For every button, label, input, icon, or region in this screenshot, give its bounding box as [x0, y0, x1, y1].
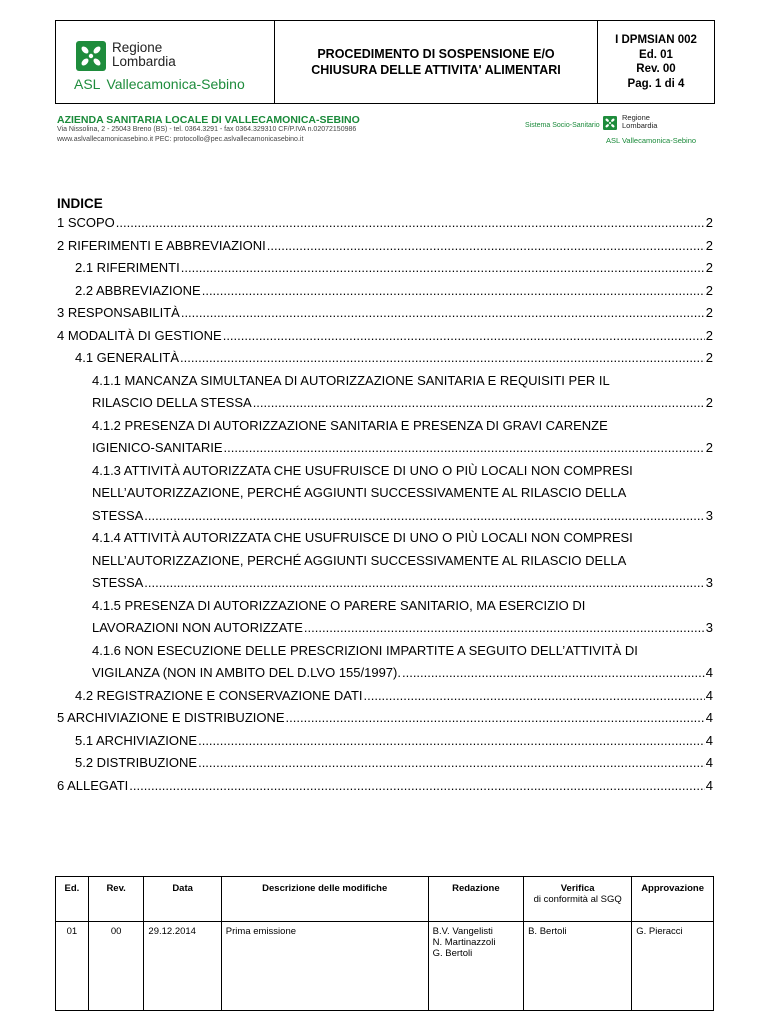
toc-entry-label: 2 RIFERIMENTI E ABBREVIAZIONI — [57, 237, 266, 253]
header-data: Data — [144, 877, 221, 922]
toc-entry-label: 6 ALLEGATI — [57, 777, 129, 793]
toc-page-number: 2 — [705, 305, 713, 320]
toc-page-number: 2 — [705, 237, 713, 253]
toc-entry[interactable] — [57, 302, 713, 325]
toc-entry-label: 4.1 GENERALITÀ — [75, 350, 180, 365]
regione-lombardia-logo-icon — [76, 41, 106, 71]
toc-entry[interactable] — [57, 235, 713, 258]
toc-page-number: 3 — [705, 507, 713, 523]
toc-leader-dots — [364, 685, 705, 708]
sistema-socio-sanitario-label: Sistema Socio-Sanitario — [525, 122, 600, 129]
toc-entry-label-line: 4.1.5 PRESENZA DI AUTORIZZAZIONE O PARERE SANITARIO, MA ESERCIZIO DI — [92, 597, 586, 613]
cell-approvazione: G. Pieracci — [632, 922, 714, 1011]
toc-entry-label-line: 4.1.6 NON ESECUZIONE DELLE PRESCRIZIONI IMPARTITE A SEGUITO DELL’ATTIVITÀ DI — [92, 642, 638, 658]
toc-entry-label: LAVORAZIONI NON AUTORIZZATE — [92, 620, 303, 635]
toc-leader-dots — [198, 730, 705, 753]
toc-page-number: 3 — [705, 620, 713, 635]
cell-data: 29.12.2014 — [144, 922, 221, 1011]
toc-entry-label: 2.2 ABBREVIAZIONE — [75, 282, 201, 298]
asl-logo-block — [56, 21, 275, 103]
cell-verifica: B. Bertoli — [524, 922, 632, 1011]
toc-leader-dots — [181, 302, 705, 325]
toc-entry-label: 4.2 REGISTRAZIONE E CONSERVAZIONE DATI — [75, 687, 363, 703]
toc-page-number: 2 — [705, 350, 713, 365]
toc-leader-dots — [198, 752, 705, 775]
toc-page-number: 4 — [705, 687, 713, 703]
toc-page-number: 4 — [705, 755, 713, 770]
toc-entry-label: VIGILANZA (NON IN AMBITO DEL D.LVO 155/1997). — [92, 665, 401, 680]
header-descrizione: Descrizione delle modifiche — [221, 877, 428, 922]
toc-entry[interactable] — [57, 527, 713, 595]
cell-descrizione: Prima emissione — [221, 922, 428, 1011]
toc-entry[interactable] — [57, 595, 713, 640]
cell-ed: 01 — [56, 922, 89, 1011]
toc-entry[interactable] — [57, 730, 713, 753]
document-code-block — [598, 21, 714, 103]
small-logo-region-name: Regione Lombardia — [622, 113, 658, 130]
toc-leader-dots — [267, 235, 705, 258]
toc-entry-label: 5.2 DISTRIBUZIONE — [75, 755, 198, 770]
azienda-address: Via Nissolina, 2 - 25043 Breno (BS) - tel. 0364.3291 - fax 0364.329310 CF/P.IVA n.02072150986 — [57, 126, 357, 133]
toc-page-number: 2 — [705, 282, 713, 298]
revision-table — [55, 876, 714, 1011]
toc-entry-label-line: NELL’AUTORIZZAZIONE, PERCHÉ AGGIUNTI SUCCESSIVAMENTE AL RILASCIO DELLA — [92, 552, 627, 568]
toc-entry-label: 2.1 RIFERIMENTI — [75, 260, 180, 275]
toc-entry[interactable] — [57, 752, 713, 775]
toc-page-number: 2 — [705, 327, 713, 343]
toc-leader-dots — [224, 437, 705, 460]
toc-page-number: 4 — [705, 732, 713, 748]
toc-entry[interactable] — [57, 212, 713, 235]
toc-entry-label: 3 RESPONSABILITÀ — [57, 305, 180, 320]
toc-entry-label-line: 4.1.3 ATTIVITÀ AUTORIZZATA CHE USUFRUISCE DI UNO O PIÙ LOCALI NON COMPRESI — [92, 462, 633, 478]
toc-entry-label: IGIENICO-SANITARIE — [92, 440, 223, 455]
table-row — [56, 922, 714, 1011]
toc-page-number: 2 — [705, 395, 713, 410]
header-ed: Ed. — [56, 877, 89, 922]
toc-leader-dots — [202, 280, 705, 303]
toc-leader-dots — [286, 707, 705, 730]
toc-entry-label-line: 4.1.1 MANCANZA SIMULTANEA DI AUTORIZZAZIONE SANITARIA E REQUISITI PER IL — [92, 372, 610, 388]
toc-page-number: 2 — [705, 215, 713, 230]
azienda-web: www.aslvallecamonicasebino.it PEC: protocollo@pec.aslvallecamonicasebino.it — [57, 136, 304, 143]
toc-entry[interactable] — [57, 370, 713, 415]
toc-entry[interactable] — [57, 640, 713, 685]
toc-page-number: 2 — [705, 260, 713, 275]
toc-entry-label: 1 SCOPO — [57, 215, 115, 230]
table-of-contents — [57, 212, 713, 797]
header-verifica: Verifica di conformità al SGQ — [524, 877, 632, 922]
toc-entry[interactable] — [57, 460, 713, 528]
page-number: Pag. 1 di 4 — [627, 77, 685, 90]
regione-lombardia-small-logo-icon — [603, 116, 617, 130]
document-code: I DPMSIAN 002 — [615, 34, 697, 46]
toc-leader-dots — [402, 662, 705, 685]
header-approvazione: Approvazione — [632, 877, 714, 922]
toc-page-number: 3 — [705, 575, 713, 590]
toc-entry-label: 5.1 ARCHIVIAZIONE — [75, 732, 198, 748]
toc-entry[interactable] — [57, 257, 713, 280]
toc-entry[interactable] — [57, 325, 713, 348]
toc-entry[interactable] — [57, 707, 713, 730]
revision-table-header — [56, 877, 714, 922]
header-rev: Rev. — [88, 877, 144, 922]
toc-leader-dots — [116, 212, 705, 235]
toc-entry-label-line: 4.1.2 PRESENZA DI AUTORIZZAZIONE SANITARIA E PRESENZA DI GRAVI CARENZE — [92, 417, 608, 433]
document-title: PROCEDIMENTO DI SOSPENSIONE E/O CHIUSURA DELLE ATTIVITA' ALIMENTARI — [275, 21, 598, 103]
toc-entry-label: 4 MODALITÀ DI GESTIONE — [57, 327, 222, 343]
toc-leader-dots — [181, 257, 705, 280]
logo-asl-name: ASL Vallecamonica-Sebino — [74, 76, 245, 92]
document-edition: Ed. 01 — [639, 48, 673, 61]
toc-entry[interactable] — [57, 685, 713, 708]
small-logo-asl-name: ASL Vallecamonica-Sebino — [606, 136, 697, 145]
toc-leader-dots — [180, 347, 705, 370]
toc-entry[interactable] — [57, 415, 713, 460]
toc-entry-label-line: NELL’AUTORIZZAZIONE, PERCHÉ AGGIUNTI SUCCESSIVAMENTE AL RILASCIO DELLA — [92, 485, 627, 500]
toc-entry-label: STESSA — [92, 575, 144, 590]
cell-rev: 00 — [88, 922, 144, 1011]
toc-entry-label: 5 ARCHIVIAZIONE E DISTRIBUZIONE — [57, 710, 285, 725]
toc-leader-dots — [144, 572, 704, 595]
toc-entry[interactable] — [57, 280, 713, 303]
azienda-name: AZIENDA SANITARIA LOCALE DI VALLECAMONICA-SEBINO — [57, 114, 360, 126]
logo-region-name: Regione Lombardia — [112, 40, 176, 69]
toc-entry[interactable] — [57, 775, 713, 798]
toc-page-number: 4 — [705, 777, 713, 793]
document-header — [55, 20, 715, 104]
header-redazione: Redazione — [428, 877, 523, 922]
toc-entry-label-line: 4.1.4 ATTIVITÀ AUTORIZZATA CHE USUFRUISCE DI UNO O PIÙ LOCALI NON COMPRESI — [92, 530, 633, 545]
toc-entry-label: STESSA — [92, 507, 144, 523]
toc-leader-dots — [223, 325, 705, 348]
index-title: INDICE — [57, 196, 103, 211]
toc-page-number: 4 — [705, 665, 713, 680]
toc-leader-dots — [144, 505, 704, 528]
toc-leader-dots — [304, 617, 705, 640]
toc-entry-label: RILASCIO DELLA STESSA — [92, 395, 252, 410]
toc-page-number: 4 — [705, 710, 713, 725]
toc-leader-dots — [253, 392, 705, 415]
toc-page-number: 2 — [705, 440, 713, 455]
toc-entry[interactable] — [57, 347, 713, 370]
cell-redazione: B.V. Vangelisti N. Martinazzoli G. Bertoli — [428, 922, 523, 1011]
toc-leader-dots — [129, 775, 704, 798]
document-revision: Rev. 00 — [636, 63, 676, 75]
